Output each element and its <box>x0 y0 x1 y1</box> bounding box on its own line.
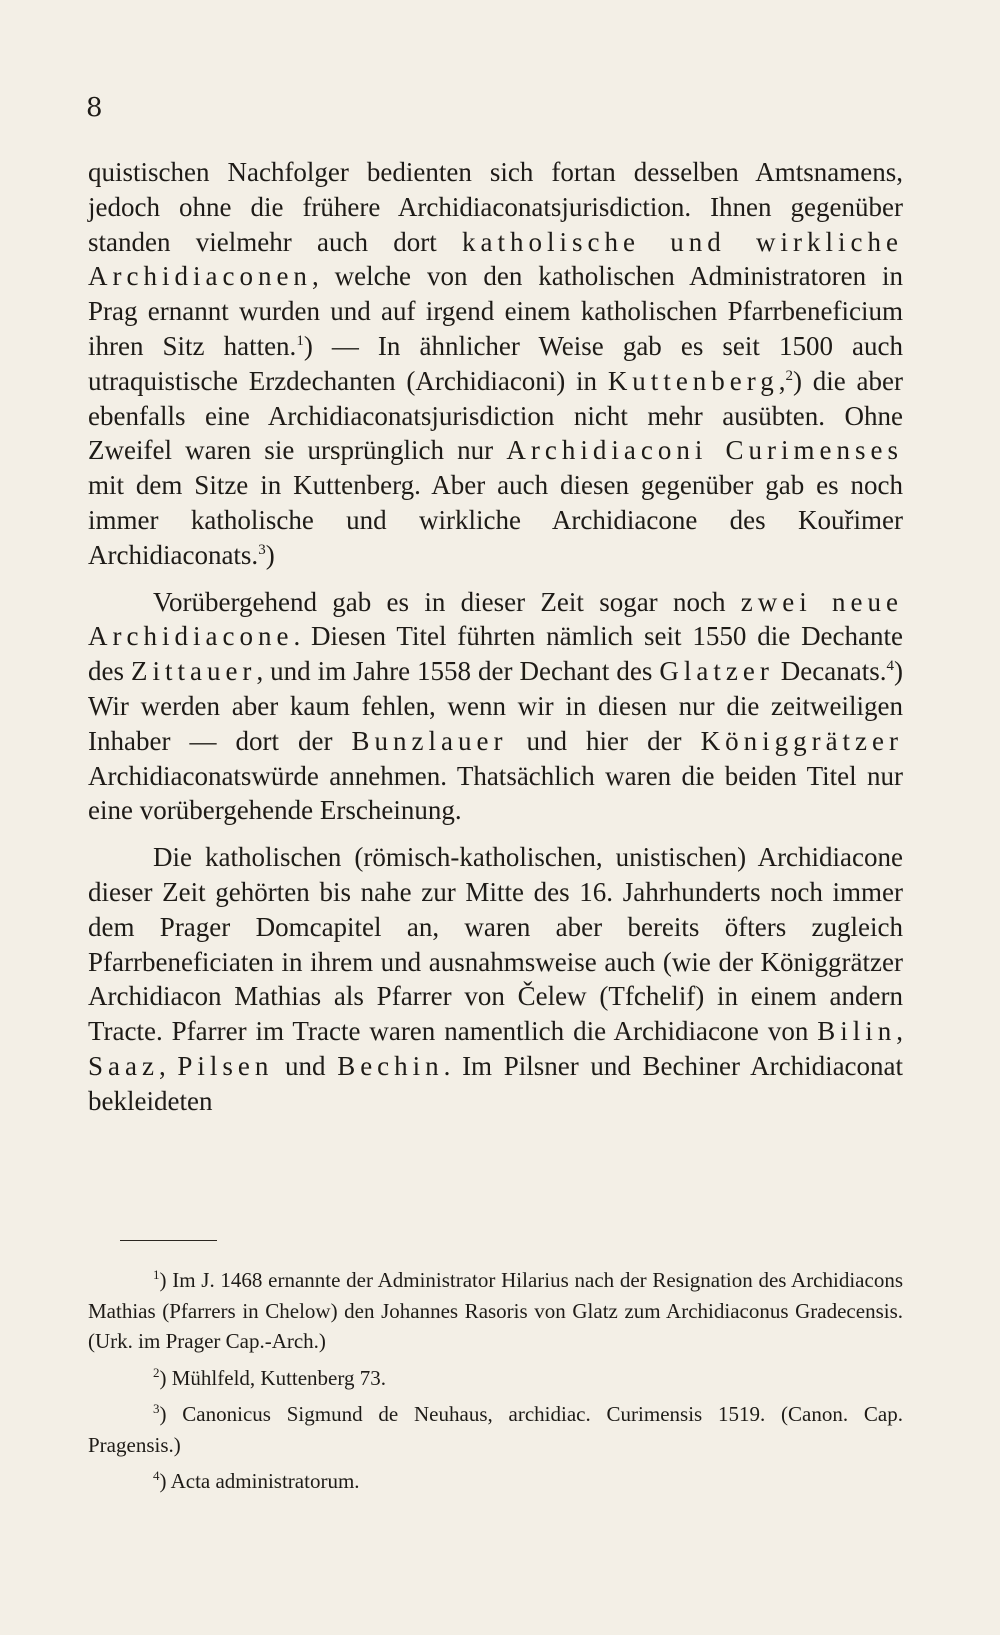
footnote-separator <box>120 1240 217 1241</box>
text-run: ) die aber ebenfalls eine Archidiaconatsjurisdiction nicht mehr ausübten. Ohne Zweifel waren sie ursprünglich nur <box>88 365 903 466</box>
body-text <box>88 155 903 1119</box>
spaced-text: Bunzlauer <box>351 725 508 756</box>
spaced-text: Saaz <box>88 1050 159 1081</box>
text-run: mit dem Sitze in Kuttenberg. Aber auch diesen gegenüber gab es noch immer katholische und wirkliche Archidiacone des Kouřimer Archidiaconats. <box>88 470 903 570</box>
spaced-text: Bilin <box>817 1016 897 1047</box>
paragraph-1 <box>88 155 903 573</box>
footnote-text: ) Acta administratorum. <box>159 1469 360 1493</box>
text-run: Archidiaconatswürde annehmen. Thatsächlich waren die beiden Titel nur eine vorübergehende Erscheinung. <box>88 760 903 826</box>
footnote-ref-3: 3 <box>258 541 266 558</box>
text-run: . Diesen Titel führten nämlich seit 1550 die Dechante des <box>88 621 903 687</box>
text-run: , <box>778 365 786 396</box>
footnote-2 <box>88 1363 903 1394</box>
page-number: 8 <box>86 93 103 123</box>
text-run: Decanats. <box>773 656 887 687</box>
footnote-ref-4: 4 <box>886 658 894 675</box>
paragraph-2 <box>88 585 903 829</box>
text-run: ) Wir werden aber kaum fehlen, wenn wir in diesen nur die zeitweiligen Inhaber — dort der <box>88 656 903 756</box>
text-run: , welche von den katholischen Administratoren in Prag ernannt wurden und auf irgend einem katholischen Pfarrbeneficium ihren Sitz hatten. <box>88 261 903 361</box>
text-run: . Im Pilsner und Bechiner Archidiaconat bekleideten <box>88 1050 904 1116</box>
paragraph-3 <box>88 840 903 1118</box>
text-run: und <box>273 1050 338 1081</box>
text-run: Die katholischen (römisch-katholischen, unistischen) Archidiacone dieser Zeit gehörten bis nahe zur Mitte des 16. Jahrhunderts noch immer dem Prager Domcapitel an, waren aber bereits öfters zugleich Pfarrbeneficiaten in ihrem und ausnahmsweise auch (wie der Königgrätzer Archidiacon Mathias als Pfarrer von Čelew (Tfchelif) in einem andern Tracte. Pfarrer im Tracte waren namentlich die Archidiacone von <box>88 842 903 1047</box>
spaced-text: Archidiaconi Curimenses <box>506 435 904 466</box>
text-run: ) — In ähnlicher Weise gab es seit 1500 auch utraquistische Erzdechanten (Archidiaconi) in <box>88 330 903 396</box>
text-run: , und im Jahre 1558 der Dechant des <box>256 656 660 687</box>
footnotes <box>88 1265 903 1501</box>
text-run: quistischen Nachfolger bedienten sich fortan desselben Amtsnamens, jedoch ohne die frühere Archidiaconatsjurisdiction. Ihnen gegenüber standen vielmehr auch dort <box>88 157 903 257</box>
spaced-text: Zittauer <box>130 656 257 687</box>
footnote-mark: 3 <box>153 1401 160 1416</box>
spaced-text: Königgrätzer <box>700 725 904 756</box>
spaced-text: Kuttenberg <box>607 365 779 396</box>
footnote-text: ) Im J. 1468 ernannte der Administrator Hilarius nach der Resignation des Archidiacons Mathias (Pfarrers in Chelow) den Johannes Rasoris von Glatz zum Archidiaconus Gradecensis. (Urk. im Prager Cap.-Arch.) <box>88 1268 903 1353</box>
spaced-text: Glatzer <box>659 656 774 687</box>
footnote-ref-2: 2 <box>785 367 794 384</box>
text-run: und hier der <box>507 725 701 756</box>
footnote-4 <box>88 1466 903 1497</box>
spaced-text: Pilsen <box>177 1050 274 1081</box>
footnote-ref-1: 1 <box>296 332 304 349</box>
text-run: , <box>896 1016 903 1047</box>
footnote-mark: 1 <box>153 1267 160 1282</box>
footnote-text: ) Mühlfeld, Kuttenberg 73. <box>159 1365 386 1390</box>
footnote-3 <box>88 1399 903 1460</box>
text-run: ) <box>265 539 275 570</box>
spaced-text: zwei neue Archidiacone <box>88 586 904 652</box>
text-run: Vorübergehend gab es in dieser Zeit sogar noch <box>153 586 741 617</box>
footnote-mark: 4 <box>153 1468 160 1483</box>
spaced-text: katholische und wirkliche Archidiaconen <box>88 226 903 292</box>
spaced-text: Bechin <box>337 1050 444 1081</box>
footnote-mark: 2 <box>153 1364 160 1380</box>
footnote-1 <box>88 1265 903 1357</box>
text-run: , <box>158 1050 178 1081</box>
footnote-text: ) Canonicus Sigmund de Neuhaus, archidiac. Curimensis 1519. (Canon. Cap. Pragensis.) <box>88 1402 903 1457</box>
